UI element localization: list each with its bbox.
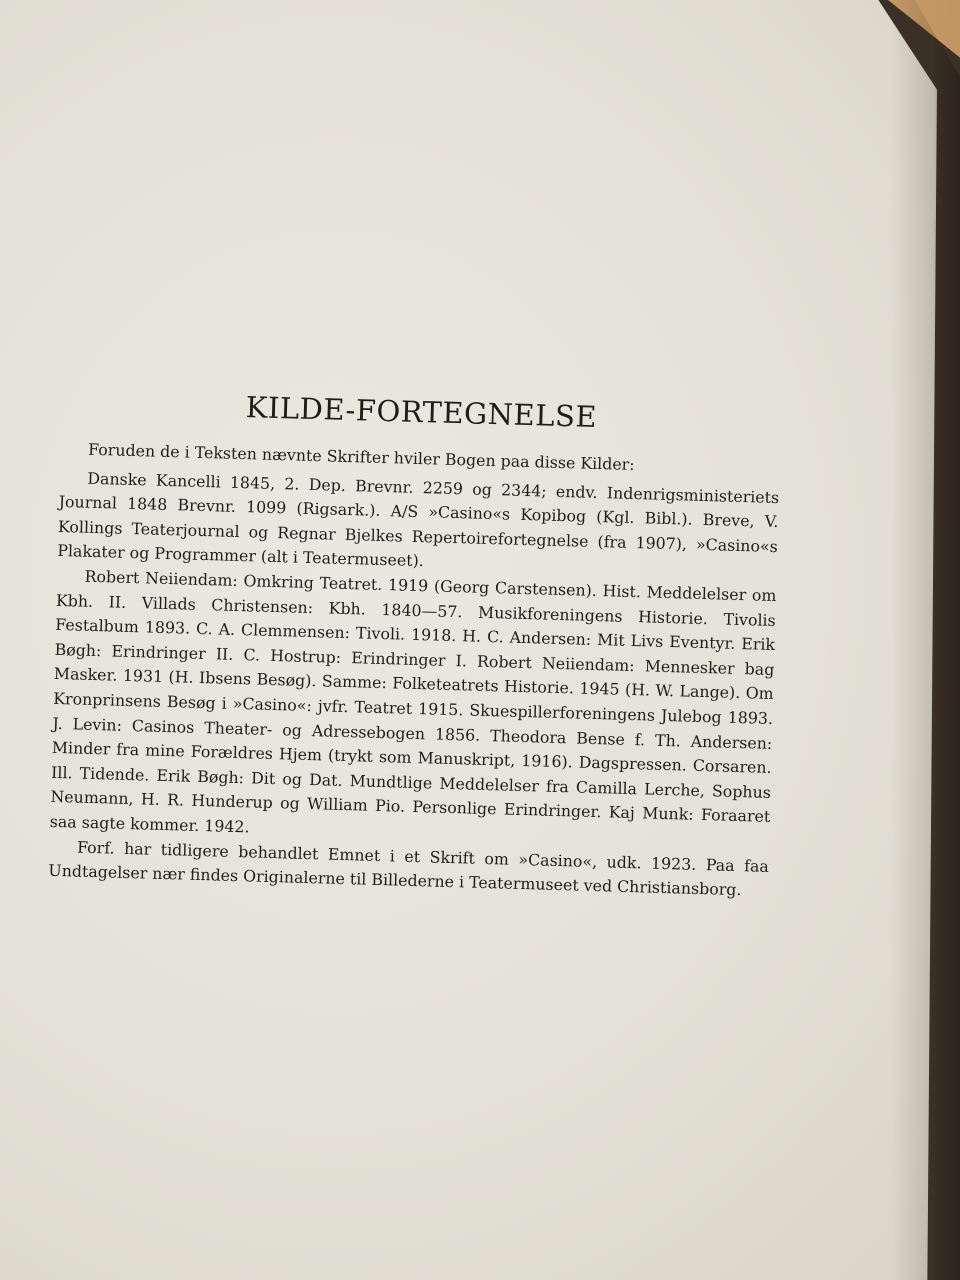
body-text <box>48 437 780 904</box>
literature-sources-paragraph: Robert Neiiendam: Omkring Teatret. 1919 (Georg Carstensen). Hist. Meddelelser om Kbh. II. Villads Christensen: Kbh. 1840—57. Musikforeningens Historie. Tivolis Festalbum 1893. C. A. Clemmensen: Tivoli. 1918. H. C. Andersen: Mit Livs Eventyr. Erik Bøgh: Erindringer II. C. Hostrup: Erindringer I. Robert Neiiendam: Mennesker bag Masker. 1931 (H. Ibsens Besøg). Samme: Folketeatrets Historie. 1945 (H. W. Lange). Om Kronprinsens Besøg i »Casino«: jvfr. Teatret 1915. Skuespillerforeningens Julebog 1893. J. Levin: Casinos Theater- og Adressebogen 1856. Theodora Bense f. Th. Andersen: Minder fra mine Forældres Hjem (trykt som Manuskript, 1916). Dagspressen. Corsaren. Ill. Tidende. Erik Bøgh: Dit og Dat. Mundtlige Meddelelser fra Camilla Lerche, Sophus Neumann, H. R. Hunderup og William Pio. Personlige Erindringer. Kaj Munk: Foraaret saa sagte kommer. 1942. <box>49 566 777 837</box>
archive-sources-paragraph: Danske Kancelli 1845, 2. Dep. Brevnr. 2259 og 2344; endv. Indenrigsministeriets Journal 1848 Brevnr. 1099 (Rigsark.). A/S »Casino«s Kopibog (Kgl. Bibl.). Breve, V. Kollings Teaterjournal og Regnar Bjelkes Repertoirefortegnelse (fra 1907), »Casino«s Plakater og Programmer (alt i Teatermuseet). <box>57 468 780 571</box>
intro-paragraph: Foruden de i Teksten nævnte Skrifter hviler Bogen paa disse Kilder: <box>87 439 635 475</box>
page-gutter-shade <box>890 0 960 1280</box>
source-list-section <box>48 385 822 905</box>
page-title: KILDE-FORTEGNELSE <box>245 390 598 434</box>
author-note-paragraph: Forf. har tidligere behandlet Emnet i et Skrift om »Casino«, udk. 1923. Paa faa Undtagelser nær findes Originalerne til Billederne i Teatermuseet ved Christiansborg. <box>48 837 770 900</box>
